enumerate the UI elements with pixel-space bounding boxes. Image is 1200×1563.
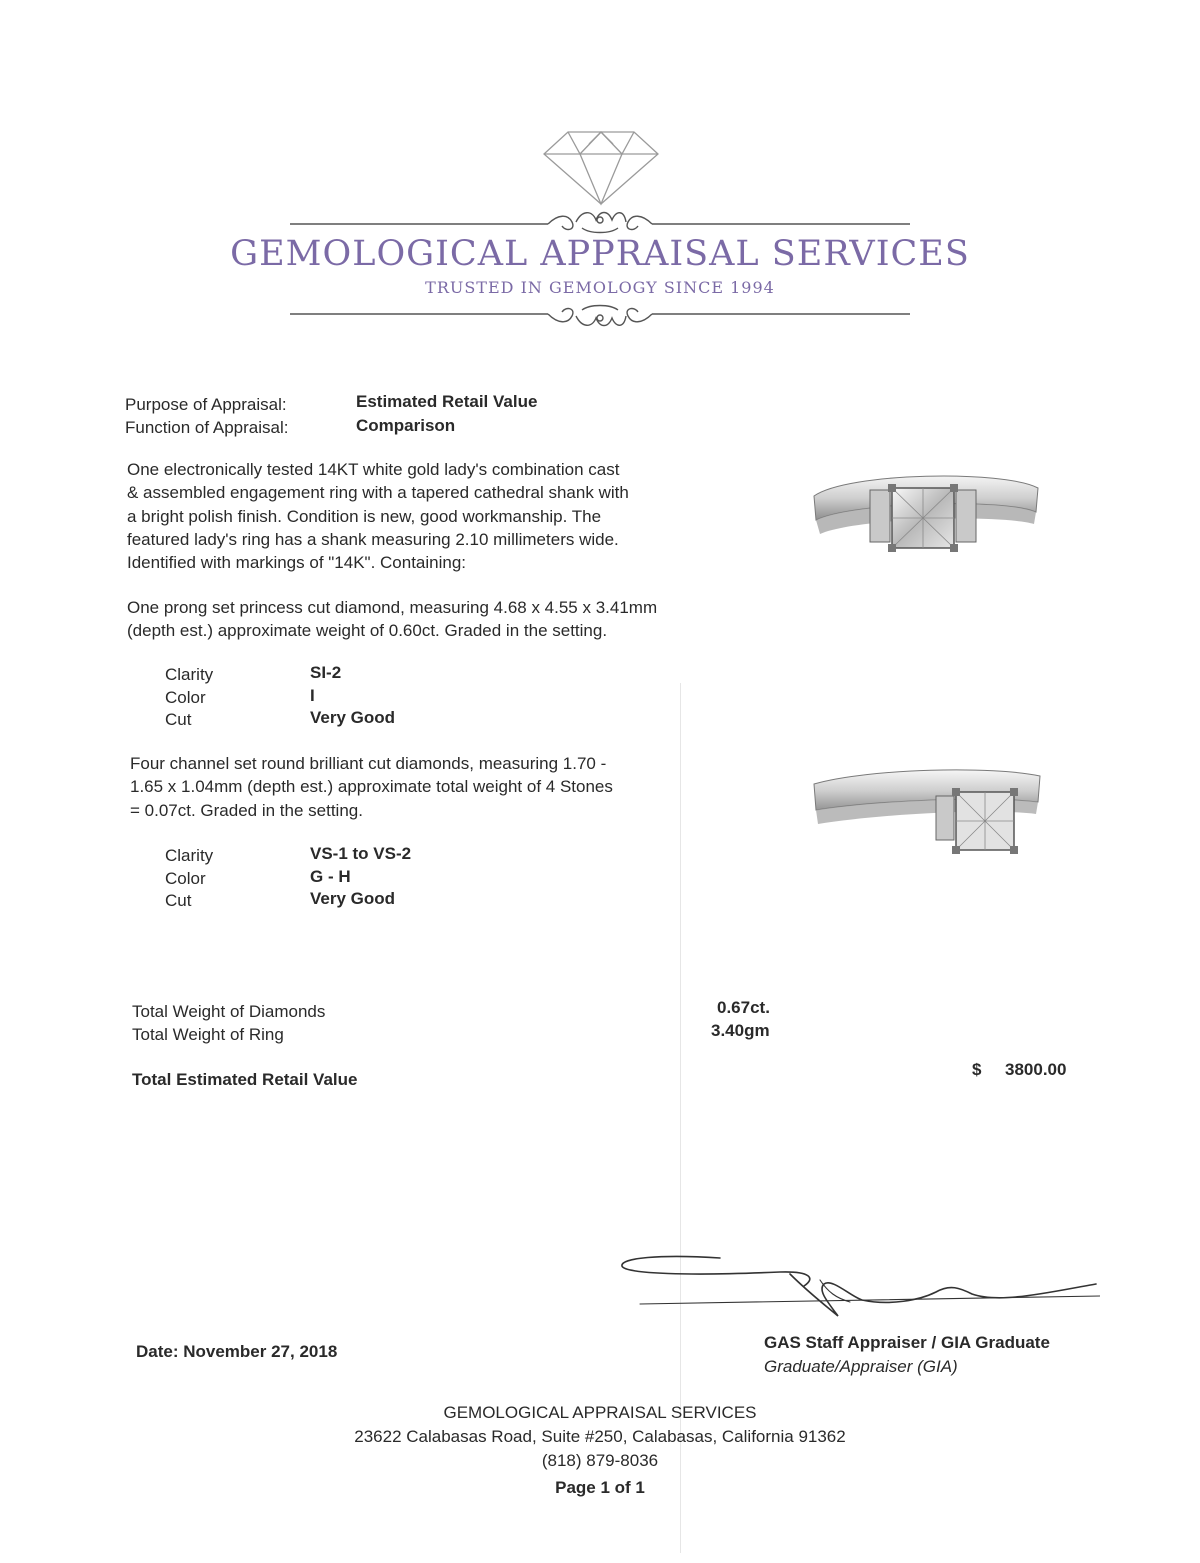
center-stone-grade-values [310,662,395,730]
ring-description [127,458,757,574]
total-retail-label: Total Estimated Retail Value [132,1070,358,1089]
footer-company: GEMOLOGICAL APPRAISAL SERVICES [443,1403,757,1422]
page-number: Page 1 of 1 [555,1478,645,1497]
appraiser-title: GAS Staff Appraiser / GIA Graduate [764,1333,1050,1352]
signature [600,1244,1100,1324]
grade-value-cut: Very Good [310,889,396,908]
side-stones-grade-values [310,843,411,911]
diamond-outline-icon [540,128,662,206]
grade-label-color: Color [165,868,206,888]
appraisal-date: Date: November 27, 2018 [136,1342,338,1361]
function-value: Comparison [356,416,456,435]
description-line: Identified with markings of "14K". Containing: [127,553,467,573]
center-stone-description [127,596,757,643]
grade-value-color: G - H [310,866,351,886]
grade-label-cut: Cut [165,891,192,910]
total-ring-label: Total Weight of Ring [132,1025,284,1044]
description-line: (depth est.) approximate weight of 0.60ct. Graded in the setting. [127,621,608,641]
purpose-value: Estimated Retail Value [356,392,538,411]
currency-symbol: $ [972,1060,982,1079]
description-line: & assembled engagement ring with a tapered cathedral shank with [127,483,629,503]
ring-photo-side [810,762,1044,864]
grade-value-clarity: SI-2 [310,663,342,682]
grade-label-clarity: Clarity [165,846,214,865]
total-diamonds-value: 0.67ct. [717,998,770,1017]
description-line: 1.65 x 1.04mm (depth est.) approximate total weight of 4 Stones [130,777,613,797]
side-stones-description [130,752,760,822]
side-stones-grade-labels [165,845,213,913]
total-ring-value: 3.40gm [711,1021,770,1040]
description-line: = 0.07ct. Graded in the setting. [130,800,363,820]
ring-photo-front [808,458,1044,566]
total-diamonds-label: Total Weight of Diamonds [132,1002,326,1021]
ornament-divider-bottom [290,300,910,330]
company-tagline: TRUSTED IN GEMOLOGY SINCE 1994 [425,278,775,297]
grade-value-clarity: VS-1 to VS-2 [310,844,412,863]
function-label: Function of Appraisal: [125,418,289,437]
grade-label-color: Color [165,687,206,707]
grade-label-clarity: Clarity [165,665,214,684]
description-line: Four channel set round brilliant cut diamonds, measuring 1.70 - [130,754,607,773]
footer-phone: (818) 879-8036 [541,1451,659,1470]
purpose-label: Purpose of Appraisal: [125,395,287,414]
footer-address: 23622 Calabasas Road, Suite #250, Calabasas, California 91362 [354,1427,846,1446]
appraiser-subtitle: Graduate/Appraiser (GIA) [764,1357,958,1376]
description-line: One electronically tested 14KT white gold lady's combination cast [127,460,620,479]
company-name: GEMOLOGICAL APPRAISAL SERVICES [230,234,970,274]
grade-value-color: I [310,685,315,705]
grade-value-cut: Very Good [310,708,396,727]
description-line: featured lady's ring has a shank measuring 2.10 millimeters wide. [127,529,619,549]
grade-label-cut: Cut [165,710,192,729]
center-stone-grade-labels [165,664,213,732]
description-line: a bright polish finish. Condition is new, good workmanship. The [127,506,602,526]
total-retail-value: 3800.00 [1005,1060,1067,1079]
description-line: One prong set princess cut diamond, measuring 4.68 x 4.55 x 3.41mm [127,598,658,617]
